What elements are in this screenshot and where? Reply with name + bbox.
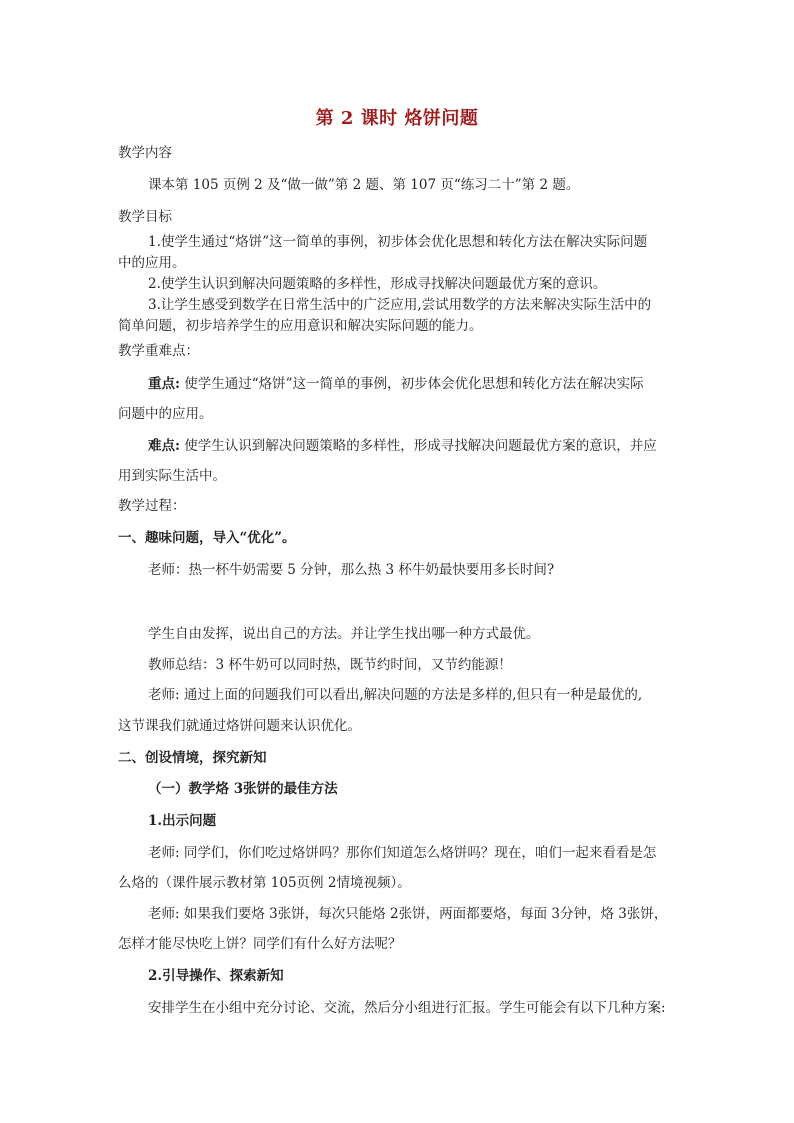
subsection-heading: （一）教学烙 3张饼的最佳方法 [148, 781, 338, 797]
paragraph: 这节课我们就通过烙饼问题来认识优化。 [118, 718, 361, 734]
paragraph: 问题中的应用。 [118, 406, 213, 422]
step-heading-2: 2.引导操作、探索新知 [148, 968, 284, 984]
paragraph: 教师总结：3 杯牛奶可以同时热，既节约时间，又节约能源！ [148, 657, 512, 673]
paragraph-difficult-point [148, 436, 657, 456]
key-point-label: 重点: [148, 376, 180, 392]
page-title: 第 2 课时 烙饼问题 [315, 108, 479, 129]
paragraph-key-point [148, 374, 644, 394]
difficult-point-label: 难点: [148, 438, 180, 454]
paragraph: 1.使学生通过“烙饼”这一简单的事例，初步体会优化思想和转化方法在解决实际问题 [148, 234, 648, 250]
step-heading-1: 1.出示问题 [148, 813, 217, 829]
paragraph: 老师: 通过上面的问题我们可以看出,解决问题的方法是多样的,但只有一种是最优的, [148, 687, 643, 703]
paragraph: 么烙的（课件展示教材第 105页例 2情境视频）。 [118, 875, 411, 891]
paragraph: 怎样才能尽快吃上饼？同学们有什么好方法呢？ [118, 936, 402, 952]
paragraph: 学生自由发挥，说出自己的方法。并让学生找出哪一种方式最优。 [148, 626, 540, 642]
paragraph: 安排学生在小组中充分讨论、交流，然后分小组进行汇报。学生可能会有以下几种方案: [148, 1000, 666, 1016]
paragraph: 课本第 105 页例 2 及“做一做”第 2 题、第 107 页“练习二十”第 2 题。 [148, 177, 580, 193]
paragraph: 老师：热一杯牛奶需要 5 分钟，那么热 3 杯牛奶最快要用多长时间? [148, 562, 555, 578]
paragraph: 2.使学生认识到解决问题策略的多样性，形成寻找解决问题最优方案的意识。 [148, 276, 607, 292]
section-heading-2: 二、创设情境，探究新知 [118, 750, 267, 766]
heading-process: 教学过程： [118, 498, 186, 514]
key-point-text: 使学生通过“烙饼”这一简单的事例，初步体会优化思想和转化方法在解决实际 [184, 376, 644, 392]
paragraph: 老师: 如果我们要烙 3张饼，每次只能烙 2张饼，两面都要烙，每面 3分钟，烙 3张饼， [148, 906, 668, 922]
section-heading-1: 一、趣味问题，导入“优化”。 [118, 530, 296, 546]
paragraph: 用到实际生活中。 [118, 468, 226, 484]
paragraph: 3.让学生感受到数学在日常生活中的广泛应用,尝试用数学的方法来解决实际生活中的 [148, 297, 652, 313]
heading-objectives: 教学目标 [118, 209, 172, 225]
paragraph: 老师: 同学们，你们吃过烙饼吗？那你们知道怎么烙饼吗？现在，咱们一起来看看是怎 [148, 845, 657, 861]
difficult-point-text: 使学生认识到解决问题策略的多样性，形成寻找解决问题最优方案的意识，并应 [184, 438, 657, 454]
paragraph: 中的应用。 [118, 255, 186, 271]
paragraph: 简单问题，初步培养学生的应用意识和解决实际问题的能力。 [118, 318, 483, 334]
heading-key-points: 教学重难点： [118, 343, 199, 359]
heading-content: 教学内容 [118, 145, 172, 161]
